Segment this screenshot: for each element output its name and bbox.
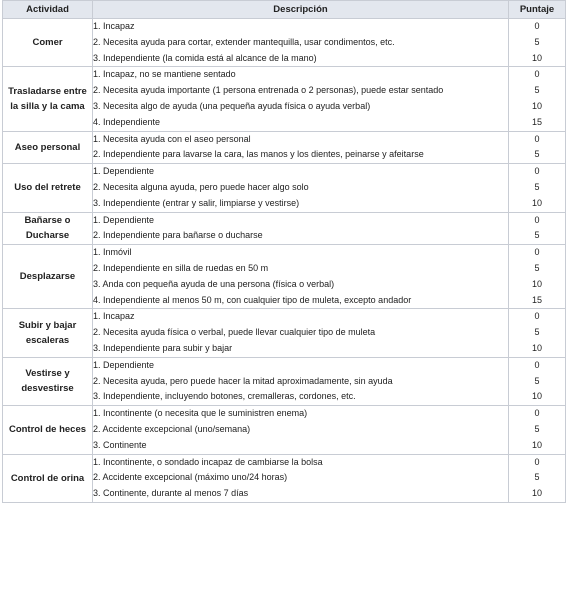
option-score: 0	[534, 359, 540, 370]
description-cell	[93, 131, 509, 164]
option-text: 2. Necesita ayuda física o verbal, puede llevar cualquier tipo de muleta	[93, 327, 376, 338]
score-cell	[509, 67, 566, 131]
option-text: 1. Inmóvil	[93, 247, 132, 258]
description-cell	[93, 67, 509, 131]
option-score: 0	[534, 69, 540, 80]
table-row	[3, 212, 566, 245]
score-cell	[509, 19, 566, 67]
header-description: Descripción	[93, 1, 509, 19]
option-text: 4. Independiente	[93, 116, 161, 127]
table-row	[3, 406, 566, 454]
option-text: 3. Independiente (entrar y salir, limpiarse y vestirse)	[93, 197, 300, 208]
description-cell	[93, 309, 509, 357]
score-cell	[509, 131, 566, 164]
description-cell	[93, 19, 509, 67]
table-row	[3, 245, 566, 309]
activity-label: escaleras	[25, 335, 70, 347]
option-score: 5	[534, 327, 540, 338]
option-score: 0	[534, 133, 540, 144]
option-text: 4. Independiente al menos 50 m, con cualquier tipo de muleta, excepto andador	[93, 294, 412, 305]
table-body	[3, 19, 566, 503]
activity-label: Comer	[32, 37, 63, 49]
option-text: 1. Dependiente	[93, 166, 155, 177]
option-text: 2. Necesita alguna ayuda, pero puede hacer algo solo	[93, 181, 309, 192]
activity-label: Aseo personal	[14, 141, 81, 153]
option-text: 1. Incapaz	[93, 21, 135, 31]
option-text: 3. Independiente, incluyendo botones, cremalleras, cordones, etc.	[93, 391, 356, 402]
option-score: 0	[534, 214, 540, 225]
option-score: 10	[531, 278, 542, 289]
option-score: 10	[531, 197, 542, 208]
option-text: 1. Dependiente	[93, 214, 155, 225]
activity-label: Bañarse o	[24, 215, 71, 227]
description-cell	[93, 245, 509, 309]
option-score: 0	[534, 311, 540, 322]
option-score: 5	[534, 375, 540, 386]
option-text: 2. Accidente excepcional (máximo uno/24 horas)	[93, 472, 288, 483]
option-score: 5	[534, 85, 540, 96]
activity-label: Ducharse	[25, 230, 70, 242]
option-score: 0	[534, 247, 540, 258]
description-cell	[93, 357, 509, 405]
option-score: 5	[534, 149, 540, 160]
description-cell	[93, 212, 509, 245]
option-text: 3. Continente	[93, 439, 147, 450]
activity-label: Subir y bajar	[18, 320, 77, 332]
activity-cell	[3, 67, 93, 131]
option-score: 15	[531, 116, 542, 127]
option-text: 2. Independiente en silla de ruedas en 50 m	[93, 262, 269, 273]
option-text: 1. Dependiente	[93, 359, 155, 370]
activity-cell	[3, 164, 93, 212]
option-score: 5	[534, 472, 540, 483]
activity-cell	[3, 406, 93, 454]
option-score: 5	[534, 423, 540, 434]
activity-cell	[3, 19, 93, 67]
option-score: 10	[531, 100, 542, 111]
option-score: 10	[531, 488, 542, 499]
activity-cell	[3, 454, 93, 502]
score-cell	[509, 164, 566, 212]
header-activity: Actividad	[3, 1, 93, 19]
option-text: 2. Necesita ayuda, pero puede hacer la mitad aproximadamente, sin ayuda	[93, 375, 393, 386]
activity-cell	[3, 131, 93, 164]
option-text: 1. Necesita ayuda con el aseo personal	[93, 133, 251, 144]
description-cell	[93, 164, 509, 212]
score-cell	[509, 454, 566, 502]
option-text: 1. Incapaz	[93, 311, 135, 322]
activity-label: Control de orina	[10, 472, 85, 484]
option-text: 3. Anda con pequeña ayuda de una persona (física o verbal)	[93, 278, 335, 289]
option-text: 3. Necesita algo de ayuda (una pequeña ayuda física o ayuda verbal)	[93, 100, 371, 111]
description-cell	[93, 454, 509, 502]
activity-label: Vestirse y	[25, 368, 70, 380]
table-row	[3, 454, 566, 502]
option-text: 3. Continente, durante al menos 7 días	[93, 488, 249, 499]
table-row	[3, 164, 566, 212]
option-score: 10	[531, 342, 542, 353]
activity-label: desvestirse	[21, 383, 74, 395]
option-text: 1. Incapaz, no se mantiene sentado	[93, 69, 236, 80]
activity-label: Control de heces	[8, 424, 87, 436]
option-score: 0	[534, 408, 540, 419]
activity-cell	[3, 212, 93, 245]
option-score: 10	[531, 52, 542, 63]
table-row	[3, 67, 566, 131]
option-score: 0	[534, 166, 540, 177]
option-score: 15	[531, 294, 542, 305]
option-score: 10	[531, 391, 542, 402]
option-score: 10	[531, 439, 542, 450]
score-cell	[509, 309, 566, 357]
option-score: 5	[534, 262, 540, 273]
score-cell	[509, 212, 566, 245]
description-cell	[93, 406, 509, 454]
activity-label: Trasladarse entre	[8, 85, 87, 97]
option-text: 2. Accidente excepcional (uno/semana)	[93, 423, 251, 434]
option-score: 5	[534, 230, 540, 241]
table-row	[3, 19, 566, 67]
score-cell	[509, 245, 566, 309]
option-text: 1. Incontinente, o sondado incapaz de cambiarse la bolsa	[93, 456, 323, 467]
score-cell	[509, 357, 566, 405]
option-text: 2. Necesita ayuda para cortar, extender mantequilla, usar condimentos, etc.	[93, 36, 395, 47]
barthel-index-table	[2, 0, 566, 503]
option-text: 2. Necesita ayuda importante (1 persona entrenada o 2 personas), puede estar sentado	[93, 85, 444, 96]
activity-cell	[3, 357, 93, 405]
option-score: 5	[534, 181, 540, 192]
option-text: 2. Independiente para bañarse o ducharse	[93, 230, 263, 241]
table-row	[3, 357, 566, 405]
option-text: 1. Incontinente (o necesita que le suministren enema)	[93, 408, 308, 419]
option-text: 3. Independiente (la comida está al alcance de la mano)	[93, 52, 317, 63]
option-score: 0	[534, 456, 540, 467]
activity-label: Uso del retrete	[14, 182, 81, 194]
score-cell	[509, 406, 566, 454]
table-row	[3, 131, 566, 164]
activity-label: la silla y la cama	[10, 100, 85, 112]
header-score: Puntaje	[509, 1, 566, 19]
option-score: 5	[534, 36, 540, 47]
option-text: 3. Independiente para subir y bajar	[93, 342, 233, 353]
activity-label: Desplazarse	[19, 271, 76, 283]
option-text: 2. Independiente para lavarse la cara, las manos y los dientes, peinarse y afeitarse	[93, 149, 424, 160]
activity-cell	[3, 309, 93, 357]
table-row	[3, 309, 566, 357]
option-score: 0	[534, 21, 540, 31]
activity-cell	[3, 245, 93, 309]
header-row	[3, 1, 566, 19]
